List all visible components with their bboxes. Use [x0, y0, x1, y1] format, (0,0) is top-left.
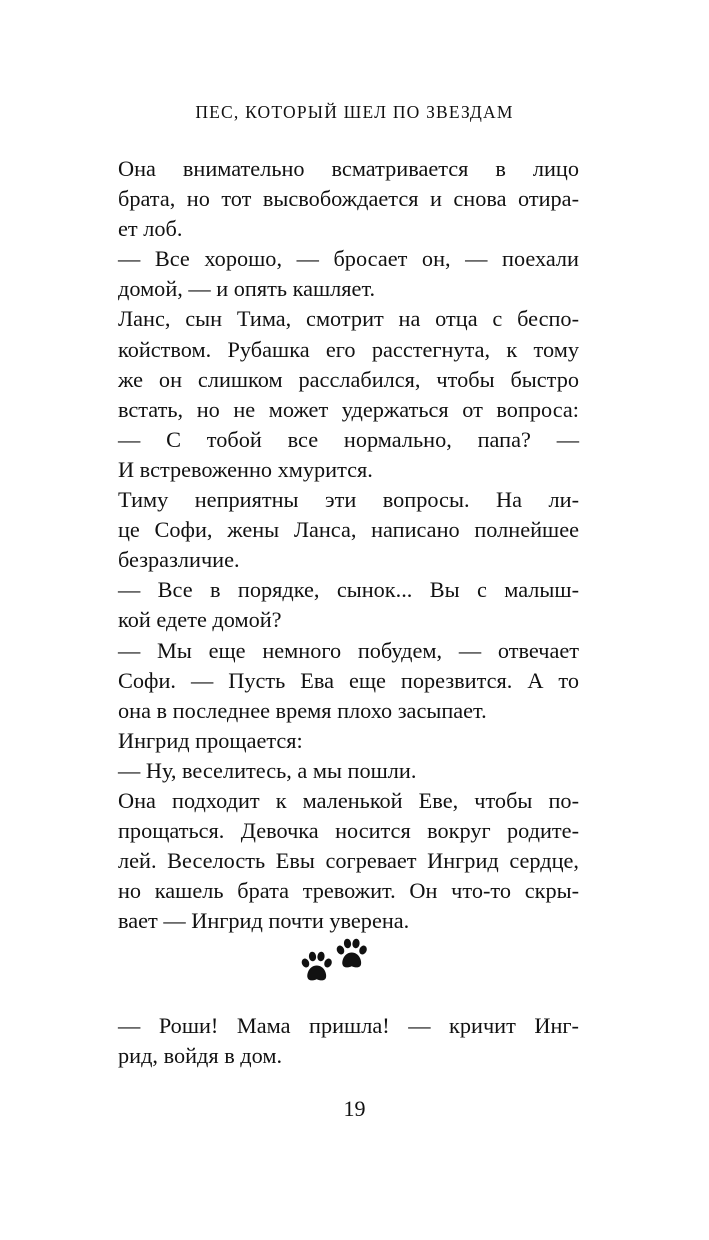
text-line: це Софи, жены Ланса, написано полнейшее [118, 517, 579, 543]
paw-print-right [335, 938, 368, 967]
text-line: Она внимательно всматривается в лицо [118, 156, 579, 181]
text-line: брата, но тот высвобождается и снова отира- [118, 186, 579, 212]
text-line: но кашель брата тревожит. Он что-то скры- [118, 878, 579, 904]
text-line: встать, но не может удержаться от вопроса: [118, 396, 579, 422]
ending-text [118, 1011, 579, 1071]
text-line: — Ну, веселитесь, а мы пошли. [118, 757, 417, 783]
text-line: — Роши! Мама пришла! — кричит Инг- [118, 1013, 579, 1038]
text-line: же он слишком расслабился, чтобы быстро [118, 366, 579, 392]
text-line: домой, — и опять кашляет. [118, 276, 376, 302]
text-line: И встревоженно хмурится. [118, 456, 373, 482]
page-number: 19 [343, 1096, 366, 1121]
text-line: ет лоб. [118, 216, 183, 242]
paw-print-left [300, 951, 333, 980]
text-line: Тиму неприятны эти вопросы. На ли- [118, 487, 579, 513]
body-text [118, 154, 579, 936]
text-line: рид, войдя в дом. [118, 1043, 283, 1069]
text-line: она в последнее время плохо засыпает. [118, 697, 487, 723]
text-line: Она подходит к маленькой Еве, чтобы по- [118, 787, 579, 813]
text-line: — Все хорошо, — бросает он, — поехали [118, 246, 579, 272]
text-line: безразличие. [118, 547, 240, 573]
text-line: — Все в порядке, сынок... Вы с малыш- [118, 577, 579, 603]
text-line: лей. Веселость Евы согревает Ингрид сердце, [118, 848, 579, 874]
text-line: койством. Рубашка его расстегнута, к тому [118, 336, 579, 362]
running-head: ПЕС, КОТОРЫЙ ШЕЛ ПО ЗВЕЗДАМ [195, 102, 514, 122]
text-line: Ланс, сын Тима, смотрит на отца с беспо- [118, 306, 579, 332]
text-line: вает — Ингрид почти уверена. [118, 908, 410, 934]
text-line: Ингрид прощается: [118, 727, 303, 753]
text-line: кой едете домой? [118, 607, 282, 633]
paw-prints-icon [296, 936, 372, 994]
text-line: прощаться. Девочка носится вокруг родите- [118, 818, 579, 844]
text-line: — С тобой все нормально, папа? — [118, 426, 579, 452]
text-line: Софи. — Пусть Ева еще порезвится. А то [118, 667, 579, 693]
text-line: — Мы еще немного побудем, — отвечает [118, 637, 579, 663]
